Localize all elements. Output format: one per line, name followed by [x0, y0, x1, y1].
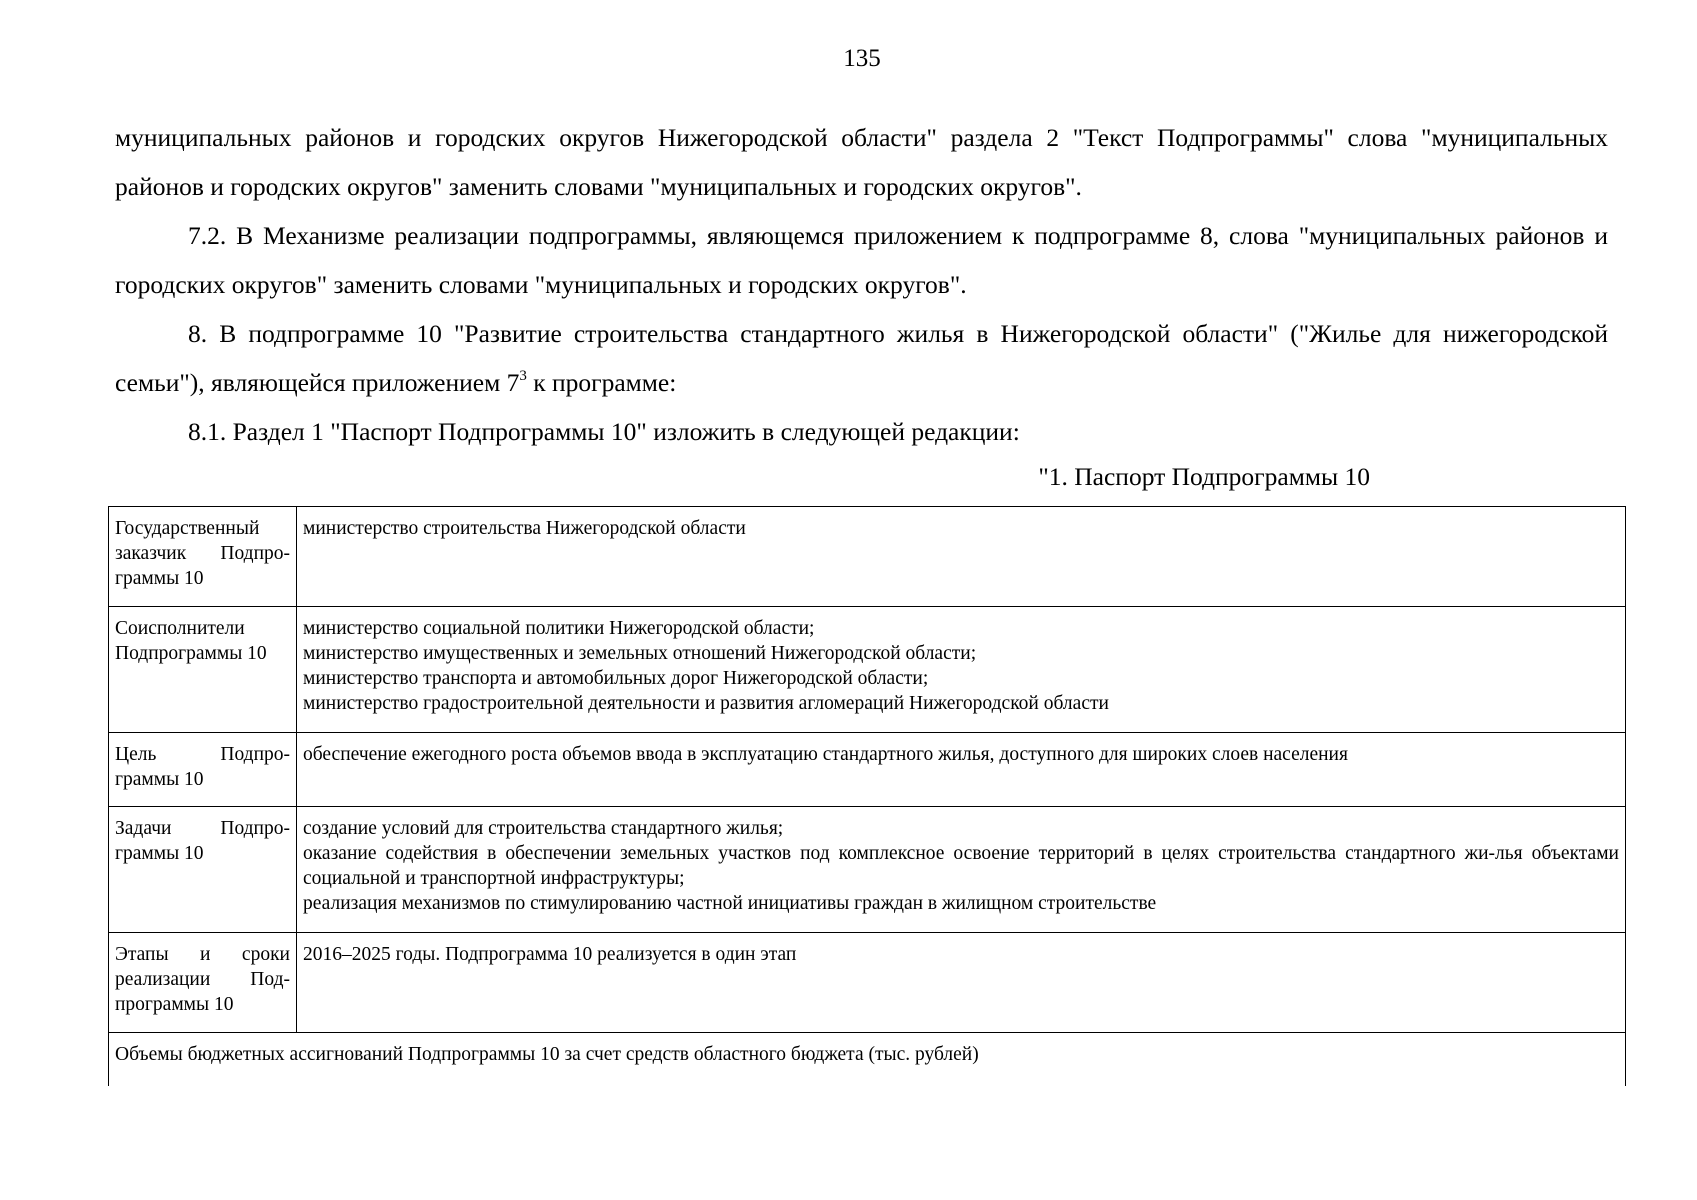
paragraph-4: 8.1. Раздел 1 "Паспорт Подпрограммы 10" изложить в следующей редакции:	[188, 417, 1020, 446]
value-line: министерство строительства Нижегородской области	[303, 518, 746, 539]
value-line: обеспечение ежегодного роста объемов ввода в эксплуатацию стандартного жилья, доступного для широких слоев населения	[303, 744, 1348, 765]
table-row	[109, 607, 1626, 733]
value-line: министерство градостроительной деятельности и развития агломераций Нижегородской области	[303, 693, 1109, 714]
table-heading: "1. Паспорт Подпрограммы 10	[1038, 462, 1370, 491]
paragraph-3-tail: к программе:	[526, 368, 677, 397]
row-value	[297, 733, 1626, 807]
value-line: 2016–2025 годы. Подпрограмма 10 реализуется в один этап	[303, 944, 797, 965]
body-text	[115, 113, 1608, 456]
paragraph-1: муниципальных районов и городских округов Нижегородской области" раздела 2 "Текст Подпрограммы" слова "муниципальных районов и городских округов" заменить словами "муниципальных и городских округов".	[115, 123, 1608, 201]
value-line: министерство транспорта и автомобильных дорог Нижегородской области;	[303, 668, 929, 689]
paragraph-3-text: 8. В подпрограмме 10 "Развитие строительства стандартного жилья в Нижегородской области" ("Жилье для нижегородской семьи"), являющейся приложением 7	[115, 319, 1608, 397]
paragraph-2: 7.2. В Механизме реализации подпрограммы, являющемся приложением к подпрограмме 8, слова "муниципальных районов и городских округов" заменить словами "муниципальных и городских округов".	[115, 221, 1608, 299]
row-label: Задачи Подпро-граммы 10	[109, 807, 297, 933]
row-label: Этапы и сроки реализации Под-программы 10	[109, 933, 297, 1033]
row-label: Цель Подпро-граммы 10	[109, 733, 297, 807]
table-row	[109, 1033, 1626, 1087]
table-row	[109, 933, 1626, 1033]
passport-table	[108, 506, 1626, 1086]
budget-row: Объемы бюджетных ассигнований Подпрограммы 10 за счет средств областного бюджета (тыс. рублей)	[109, 1033, 1626, 1087]
value-line: создание условий для строительства стандартного жилья;	[303, 818, 784, 839]
value-line: министерство имущественных и земельных отношений Нижегородской области;	[303, 643, 977, 664]
page-number: 135	[843, 45, 881, 72]
row-label: Государственный заказчик Подпро-граммы 10	[109, 507, 297, 607]
row-label: Соисполнители Подпрограммы 10	[109, 607, 297, 733]
appendix-superscript: 3	[519, 368, 527, 384]
value-line: министерство социальной политики Нижегородской области;	[303, 618, 815, 639]
row-value	[297, 933, 1626, 1033]
value-line: оказание содействия в обеспечении земельных участков под комплексное освоение территорий в целях строительства стандартного жи-лья объектами социальной и транспортной инфраструктуры;	[303, 843, 1619, 889]
value-line: реализация механизмов по стимулированию частной инициативы граждан в жилищном строительстве	[303, 893, 1157, 914]
table-row	[109, 507, 1626, 607]
table-row	[109, 807, 1626, 933]
row-value	[297, 807, 1626, 933]
paragraph-3	[115, 309, 1608, 407]
row-value	[297, 507, 1626, 607]
table-row	[109, 733, 1626, 807]
row-value	[297, 607, 1626, 733]
